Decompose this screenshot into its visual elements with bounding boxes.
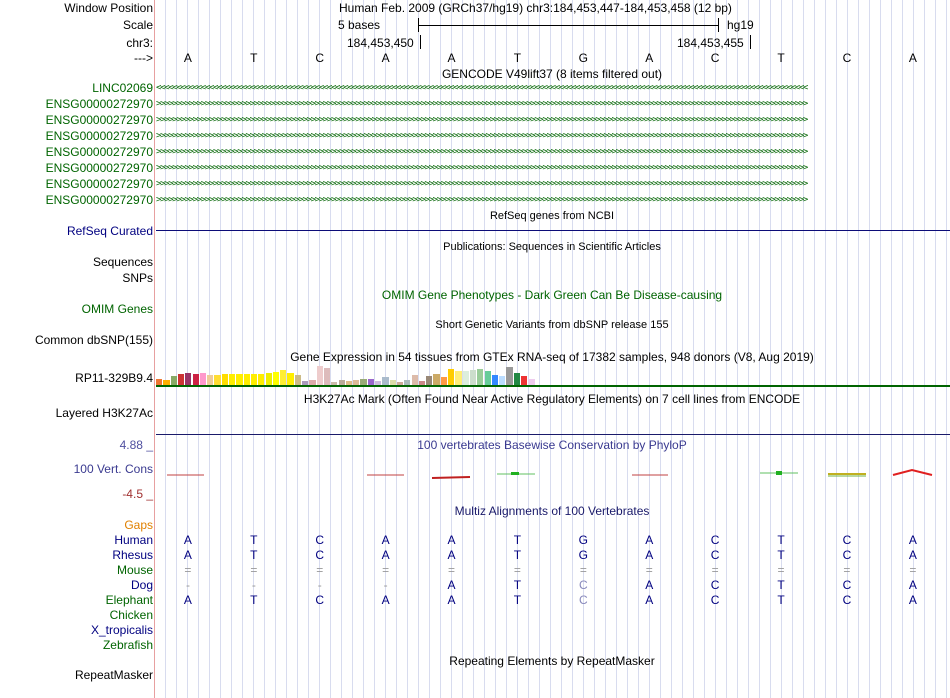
species-label[interactable]: Elephant <box>105 593 153 607</box>
gene-label[interactable]: ENSG00000272970 <box>45 161 153 175</box>
alignment-base: C <box>842 533 852 547</box>
alignment-base: A <box>908 593 917 607</box>
alignment-base: - <box>185 578 190 592</box>
scale-bases: 5 bases <box>338 18 381 32</box>
refseq-track-label[interactable]: RefSeq Curated <box>66 224 153 238</box>
species-label[interactable]: Dog <box>130 578 153 592</box>
snps-track-label[interactable]: SNPs <box>122 271 153 285</box>
alignment-base: T <box>513 548 522 562</box>
gtex-track-title: Gene Expression in 54 tissues from GTEx RNA-seq of 17382 samples, 948 donors (V8, Aug 2019) <box>290 350 814 364</box>
alignment-base: A <box>645 593 654 607</box>
alignment-base: = <box>382 563 390 577</box>
reference-base: C <box>710 51 720 65</box>
sequences-track-label[interactable]: Sequences <box>92 255 153 269</box>
window-position-label: Window Position <box>64 1 153 15</box>
omim-track-label[interactable]: OMIM Genes <box>81 302 153 316</box>
alignment-base: T <box>250 593 258 607</box>
reference-base: T <box>777 51 785 65</box>
strand-arrow-label: ---> <box>134 51 153 65</box>
gene-feature[interactable]: >>>>>>>>>>>>>>>>>>>>>>>>>>>>>>>>>>>>>>>>>>>>>>>>>>>>>>>>>>>>>>>>>>>>>>>>>>>>>>>>>>>>>>>>>>>>>>>>>>>>>>>>>>>>>>>>>>>>>>>>>>>>>>>>>>>>>>>>>>>>>>>>>>>>>>>>>>>>>>>> <box>156 115 807 125</box>
omim-track-title: OMIM Gene Phenotypes - Dark Green Can Be Disease-causing <box>381 288 723 302</box>
alignment-base: T <box>777 533 785 547</box>
gene-feature[interactable]: >>>>>>>>>>>>>>>>>>>>>>>>>>>>>>>>>>>>>>>>>>>>>>>>>>>>>>>>>>>>>>>>>>>>>>>>>>>>>>>>>>>>>>>>>>>>>>>>>>>>>>>>>>>>>>>>>>>>>>>>>>>>>>>>>>>>>>>>>>>>>>>>>>>>>>>>>>>>>>>> <box>156 147 807 157</box>
repeatmasker-track-label[interactable]: RepeatMasker <box>74 668 153 682</box>
alignment-base: C <box>842 548 852 562</box>
gene-label[interactable]: LINC02069 <box>92 81 153 95</box>
alignment-base: A <box>381 593 390 607</box>
gene-feature[interactable]: >>>>>>>>>>>>>>>>>>>>>>>>>>>>>>>>>>>>>>>>>>>>>>>>>>>>>>>>>>>>>>>>>>>>>>>>>>>>>>>>>>>>>>>>>>>>>>>>>>>>>>>>>>>>>>>>>>>>>>>>>>>>>>>>>>>>>>>>>>>>>>>>>>>>>>>>>>>>>>>> <box>156 163 807 173</box>
scale-label: Scale <box>122 18 153 32</box>
multiz-track-title: Multiz Alignments of 100 Vertebrates <box>454 504 650 518</box>
alignment-base: = <box>579 563 587 577</box>
alignment-base: G <box>578 533 589 547</box>
alignment-base: = <box>448 563 456 577</box>
alignment-base: A <box>447 593 456 607</box>
alignment-base: C <box>315 548 325 562</box>
alignment-base: - <box>251 578 256 592</box>
alignment-base: A <box>908 533 917 547</box>
alignment-base: A <box>447 548 456 562</box>
species-label[interactable]: Human <box>114 533 153 547</box>
alignment-base: A <box>908 548 917 562</box>
alignment-base: A <box>381 548 390 562</box>
phylop-track-label[interactable]: 100 Vert. Cons <box>73 462 153 476</box>
gene-label[interactable]: ENSG00000272970 <box>45 113 153 127</box>
h3k27ac-track-label[interactable]: Layered H3K27Ac <box>55 406 153 420</box>
alignment-base: = <box>316 563 324 577</box>
alignment-base: = <box>711 563 719 577</box>
species-label[interactable]: Chicken <box>109 608 153 622</box>
publications-track-title: Publications: Sequences in Scientific Articles <box>443 241 661 253</box>
alignment-base: = <box>513 563 521 577</box>
reference-base: C <box>315 51 325 65</box>
alignment-base: T <box>513 578 522 592</box>
alignment-base: C <box>710 593 720 607</box>
alignment-base: A <box>183 548 192 562</box>
alignment-base: G <box>578 548 589 562</box>
alignment-base: = <box>184 563 192 577</box>
alignment-base: C <box>579 578 588 592</box>
gene-label[interactable]: ENSG00000272970 <box>45 177 153 191</box>
alignment-base: C <box>842 593 852 607</box>
alignment-base: = <box>909 563 917 577</box>
gene-feature[interactable]: <<<<<<<<<<<<<<<<<<<<<<<<<<<<<<<<<<<<<<<<<<<<<<<<<<<<<<<<<<<<<<<<<<<<<<<<<<<<<<<<<<<<<<<<<<<<<<<<<<<<<<<<<<<<<<<<<<<<<<<<<<<<<<<<<<<<<<<<<<<<<<<<<<<<<<<<<<<<<<<< <box>156 83 807 93</box>
alignment-base: C <box>710 533 720 547</box>
gene-label[interactable]: ENSG00000272970 <box>45 129 153 143</box>
phylop-peak <box>776 471 782 475</box>
alignment-base: T <box>513 533 522 547</box>
alignment-base: C <box>579 593 588 607</box>
reference-base: A <box>645 51 654 65</box>
ruler-coord-2: 184,453,455 <box>677 36 744 50</box>
repeatmasker-track-title: Repeating Elements by RepeatMasker <box>449 654 655 668</box>
phylop-peak <box>511 472 519 475</box>
reference-base: A <box>908 51 917 65</box>
gene-label[interactable]: ENSG00000272970 <box>45 145 153 159</box>
gene-feature[interactable]: >>>>>>>>>>>>>>>>>>>>>>>>>>>>>>>>>>>>>>>>>>>>>>>>>>>>>>>>>>>>>>>>>>>>>>>>>>>>>>>>>>>>>>>>>>>>>>>>>>>>>>>>>>>>>>>>>>>>>>>>>>>>>>>>>>>>>>>>>>>>>>>>>>>>>>>>>>>>>>>> <box>156 179 807 189</box>
alignment-base: A <box>447 533 456 547</box>
species-label[interactable]: X_tropicalis <box>90 623 153 637</box>
alignment-base: A <box>381 533 390 547</box>
phylop-max-label: 4.88 _ <box>119 438 153 452</box>
phylop-segment <box>432 477 470 478</box>
alignment-base: T <box>250 548 258 562</box>
refseq-track-title: RefSeq genes from NCBI <box>489 210 615 222</box>
alignment-base: A <box>908 578 917 592</box>
species-label[interactable]: Mouse <box>116 563 153 577</box>
alignment-base: A <box>183 593 192 607</box>
gtex-gene-label[interactable]: RP11-329B9.4 <box>75 371 153 385</box>
gaps-label[interactable]: Gaps <box>124 518 153 532</box>
gene-label[interactable]: ENSG00000272970 <box>45 193 153 207</box>
scale-assembly: hg19 <box>727 18 754 32</box>
reference-base: C <box>842 51 852 65</box>
alignment-base: A <box>447 578 456 592</box>
reference-base: G <box>578 51 589 65</box>
gencode-track-title: GENCODE V49lift37 (8 items filtered out) <box>441 67 663 81</box>
reference-base: A <box>447 51 456 65</box>
window-position-text: Human Feb. 2009 (GRCh37/hg19) chr3:184,453,447-184,453,458 (12 bp) <box>339 1 732 15</box>
alignment-base: C <box>710 578 720 592</box>
gene-feature[interactable]: >>>>>>>>>>>>>>>>>>>>>>>>>>>>>>>>>>>>>>>>>>>>>>>>>>>>>>>>>>>>>>>>>>>>>>>>>>>>>>>>>>>>>>>>>>>>>>>>>>>>>>>>>>>>>>>>>>>>>>>>>>>>>>>>>>>>>>>>>>>>>>>>>>>>>>>>>>>>>>>> <box>156 195 807 205</box>
phylop-min-label: -4.5 _ <box>122 487 153 501</box>
alignment-base: C <box>842 578 852 592</box>
ruler-coord-1: 184,453,450 <box>347 36 414 50</box>
alignment-base: A <box>645 578 654 592</box>
dbsnp-track-title: Short Genetic Variants from dbSNP release 155 <box>435 319 669 331</box>
alignment-base: = <box>843 563 851 577</box>
dbsnp-track-label[interactable]: Common dbSNP(155) <box>34 333 153 347</box>
reference-base: T <box>513 51 522 65</box>
alignment-base: - <box>383 578 388 592</box>
alignment-base: T <box>250 533 258 547</box>
species-label[interactable]: Rhesus <box>112 548 153 562</box>
reference-base: A <box>183 51 192 65</box>
alignment-base: T <box>777 578 785 592</box>
alignment-base: T <box>777 593 785 607</box>
alignment-base: A <box>645 548 654 562</box>
phylop-peak <box>893 470 932 475</box>
alignment-base: - <box>317 578 322 592</box>
alignment-base: = <box>250 563 258 577</box>
alignment-base: = <box>645 563 653 577</box>
reference-base: A <box>381 51 390 65</box>
chr-label: chr3: <box>126 36 153 50</box>
gene-label[interactable]: ENSG00000272970 <box>45 97 153 111</box>
alignment-base: C <box>315 533 325 547</box>
alignment-base: T <box>513 593 522 607</box>
gene-feature[interactable]: >>>>>>>>>>>>>>>>>>>>>>>>>>>>>>>>>>>>>>>>>>>>>>>>>>>>>>>>>>>>>>>>>>>>>>>>>>>>>>>>>>>>>>>>>>>>>>>>>>>>>>>>>>>>>>>>>>>>>>>>>>>>>>>>>>>>>>>>>>>>>>>>>>>>>>>>>>>>>>>> <box>156 131 807 141</box>
phylop-track-title: 100 vertebrates Basewise Conservation by PhyloP <box>417 438 687 452</box>
alignment-base: C <box>710 548 720 562</box>
alignment-base: C <box>315 593 325 607</box>
alignment-base: = <box>777 563 785 577</box>
alignment-base: T <box>777 548 785 562</box>
alignment-base: A <box>183 533 192 547</box>
h3k27ac-track-title: H3K27Ac Mark (Often Found Near Active Regulatory Elements) on 7 cell lines from ENCODE <box>303 392 801 406</box>
alignment-base: A <box>645 533 654 547</box>
reference-base: T <box>250 51 258 65</box>
gene-feature[interactable]: >>>>>>>>>>>>>>>>>>>>>>>>>>>>>>>>>>>>>>>>>>>>>>>>>>>>>>>>>>>>>>>>>>>>>>>>>>>>>>>>>>>>>>>>>>>>>>>>>>>>>>>>>>>>>>>>>>>>>>>>>>>>>>>>>>>>>>>>>>>>>>>>>>>>>>>>>>>>>>>> <box>156 99 807 109</box>
species-label[interactable]: Zebrafish <box>102 638 153 652</box>
